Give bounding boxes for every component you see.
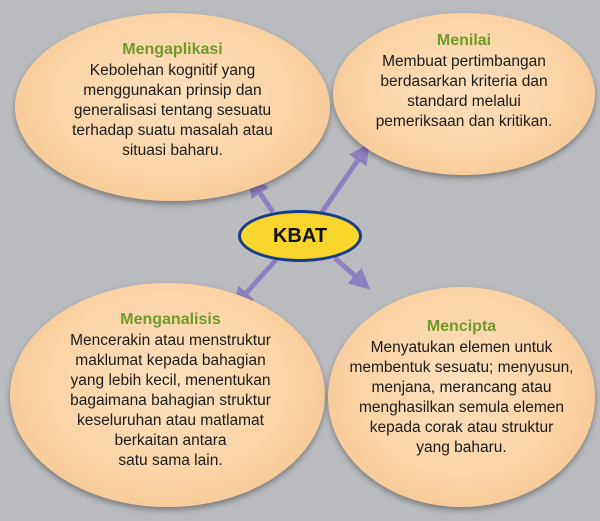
node-title: Menganalisis xyxy=(120,311,221,328)
node-description: Kebolehan kognitif yang menggunakan prinsip dan generalisasi tentang sesuatu terhadap suatu masalah atau situasi baharu. xyxy=(72,62,273,159)
node-description: Menyatukan elemen untuk membentuk sesuatu; menyusun, menjana, merancang atau menghasilkan semula elemen kepada corak atau struktur yang baharu. xyxy=(349,339,574,456)
arrow-to-menganalisis xyxy=(238,260,276,302)
center-node-kbat: KBAT xyxy=(238,210,362,262)
node-mengaplikasi xyxy=(15,13,330,201)
node-title: Mengaplikasi xyxy=(122,41,223,58)
node-description: Mencerakin atau menstruktur maklumat kepada bahagian yang lebih kecil, menentukan bagaimana bahagian struktur keseluruhan atau matlamat berkaitan antara satu sama lain. xyxy=(70,332,271,469)
node-title: Mencipta xyxy=(426,318,497,335)
node-mencipta xyxy=(328,287,595,507)
node-description: Membuat pertimbangan berdasarkan kriteria dan standard melalui pemeriksaan dan kritikan. xyxy=(375,53,553,130)
arrow-to-menilai xyxy=(322,150,365,212)
node-title: Menilai xyxy=(436,32,492,49)
arrow-to-mencipta xyxy=(335,258,364,284)
node-menilai xyxy=(333,13,595,175)
node-menganalisis xyxy=(10,283,325,507)
arrow-to-mengaplikasi xyxy=(253,183,273,212)
